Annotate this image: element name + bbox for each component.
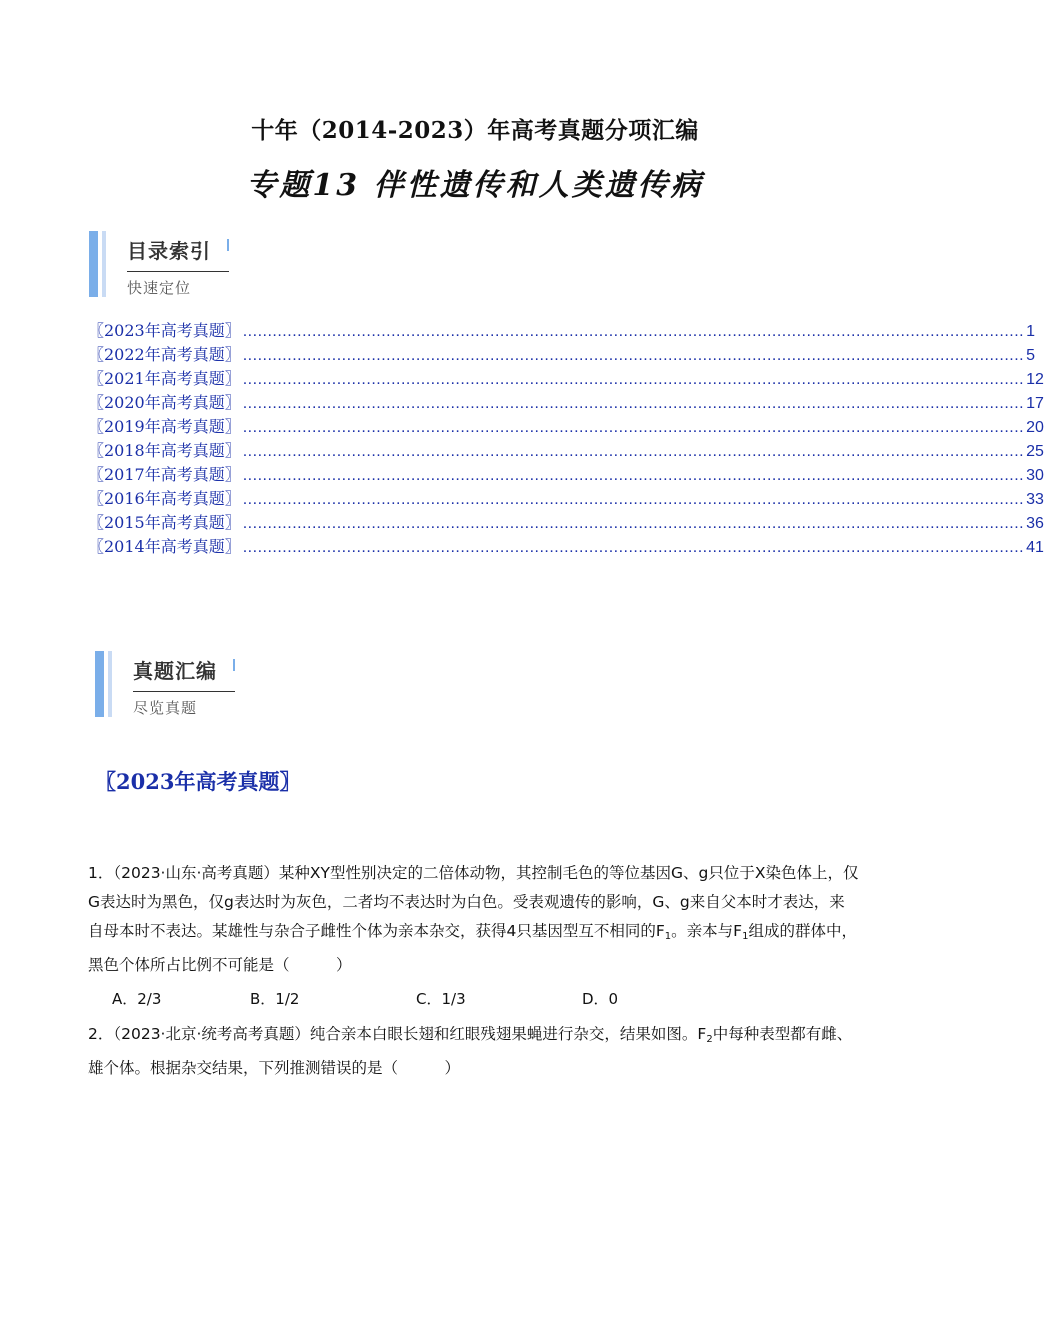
option-b[interactable]: B．1/2: [250, 990, 300, 1008]
index-badge-subtitle: 快速定位: [127, 279, 192, 297]
index-badge-title: 目录索引: [127, 239, 211, 263]
toc-entry-2023[interactable]: 〖2023年高考真题〗 .............................................................................................................................................................. 1: [88, 321, 1035, 340]
option-d[interactable]: D．0: [582, 990, 619, 1008]
toc-entry-2016[interactable]: 〖2016年高考真题〗 .............................................................................................................................................................. 33: [88, 489, 1044, 508]
option-a[interactable]: A．2/3: [112, 990, 162, 1008]
toc-entry-2015[interactable]: 〖2015年高考真题〗 .............................................................................................................................................................. 36: [88, 513, 1044, 532]
series-title: 十年（2014-2023）年高考真题分项汇编: [251, 117, 699, 144]
collection-badge-subtitle: 尽览真题: [133, 699, 198, 717]
toc-entry-2019[interactable]: 〖2019年高考真题〗 .............................................................................................................................................................. 20: [88, 417, 1044, 436]
topic-prefix: 专题13: [246, 168, 361, 203]
section-heading-2023: 〖2023年高考真题〗: [95, 769, 301, 794]
toc-entry-2021[interactable]: 〖2021年高考真题〗 .............................................................................................................................................................. 12: [88, 369, 1044, 388]
toc-entry-2022[interactable]: 〖2022年高考真题〗 .............................................................................................................................................................. 5: [88, 345, 1035, 364]
question-2: 2．（2023·北京·统考高考真题）纯合亲本白眼长翅和红眼残翅果蝇进行杂交，结果如图。F2中每种表型都有雌、雄个体。根据杂交结果，下列推测错误的是（ ）: [88, 1025, 853, 1077]
table-of-contents: [88, 318, 1044, 558]
option-c[interactable]: C．1/3: [416, 990, 466, 1008]
toc-entry-2020[interactable]: 〖2020年高考真题〗 .............................................................................................................................................................. 17: [88, 393, 1044, 412]
toc-entry-2014[interactable]: 〖2014年高考真题〗 .............................................................................................................................................................. 41: [88, 537, 1044, 556]
toc-entry-2018[interactable]: 〖2018年高考真题〗 .............................................................................................................................................................. 25: [88, 441, 1044, 460]
collection-badge-title: 真题汇编: [133, 659, 217, 683]
toc-entry-2017[interactable]: 〖2017年高考真题〗 .............................................................................................................................................................. 30: [88, 465, 1044, 484]
question-1: 1．（2023·山东·高考真题）某种XY型性别决定的二倍体动物，其控制毛色的等位基因G、g只位于X染色体上，仅G表达时为黑色，仅g表达时为灰色，二者均不表达时为白色。受表观遗传的影响，G、g来自父本时才表达，来自母本时不表达。某雄性与杂合子雌性个体为亲本杂交，获得4只基因型互不相同的F1。亲本与F1组成的群体中，黑色个体所占比例不可能是（ ）: [88, 864, 859, 974]
topic-title: [0, 160, 950, 204]
topic-name: 伴性遗传和人类遗传病: [373, 168, 704, 203]
